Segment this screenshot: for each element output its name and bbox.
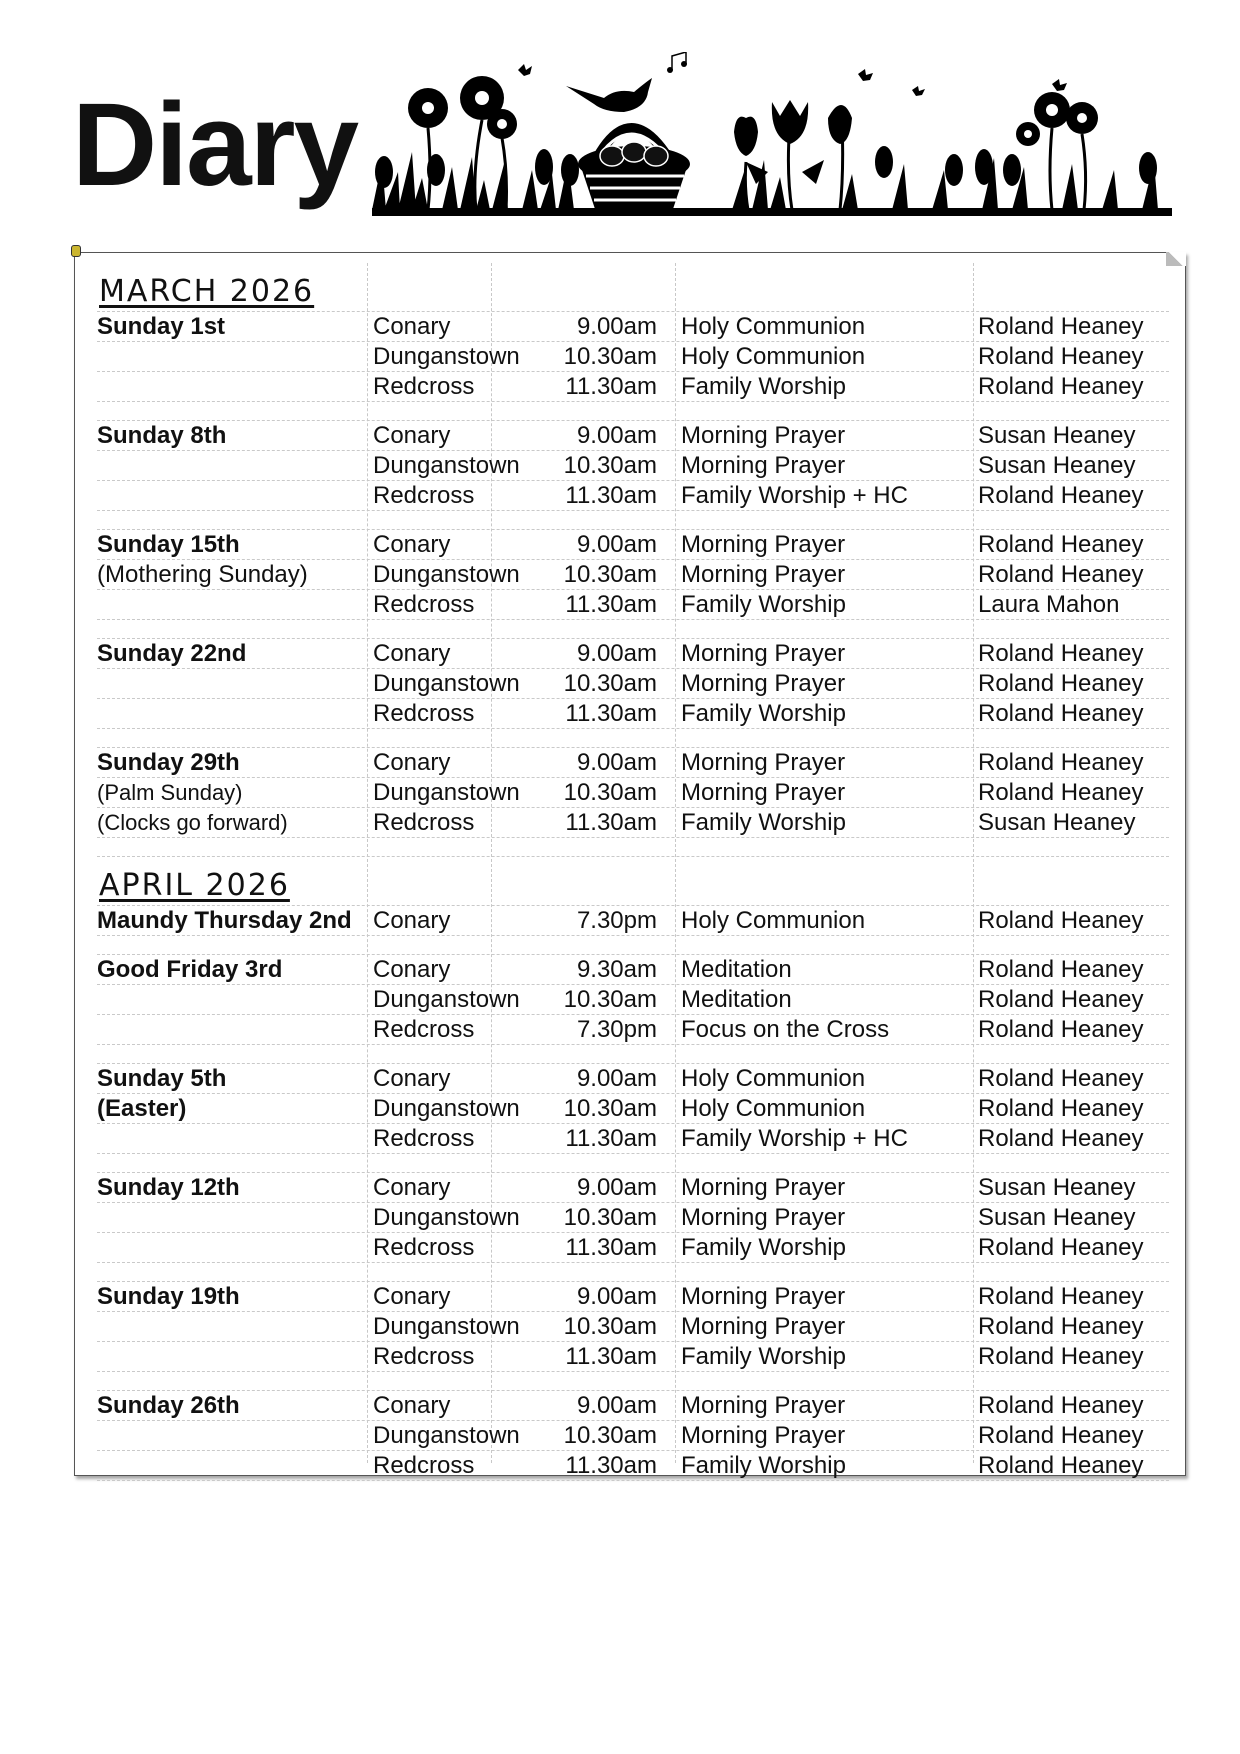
church-name: Redcross	[373, 482, 475, 509]
service-type: Morning Prayer	[681, 1204, 846, 1231]
service-row	[97, 590, 1169, 620]
service-leader: Laura Mahon	[978, 591, 1120, 618]
day-label: Sunday 19th	[97, 1283, 240, 1310]
service-leader: Roland Heaney	[978, 1234, 1144, 1261]
service-leader: Roland Heaney	[978, 313, 1144, 340]
service-time: 9.00am	[576, 313, 657, 340]
service-time: 9.30am	[576, 956, 657, 983]
service-time: 9.00am	[576, 1392, 657, 1419]
day-label: Sunday 5th	[97, 1065, 227, 1092]
church-name: Conary	[373, 1174, 451, 1201]
group-spacer	[97, 1263, 1169, 1282]
church-name: Conary	[373, 1392, 451, 1419]
day-label: Sunday 1st	[97, 313, 226, 340]
page-title: Diary	[72, 79, 358, 211]
month-heading-row	[97, 263, 1169, 312]
group-spacer	[97, 1045, 1169, 1064]
service-leader: Roland Heaney	[978, 531, 1144, 558]
service-time: 9.00am	[576, 531, 657, 558]
service-type: Family Worship	[681, 373, 846, 400]
service-leader: Roland Heaney	[978, 779, 1144, 806]
service-row	[97, 906, 1169, 936]
church-name: Dunganstown	[373, 561, 520, 588]
service-leader: Roland Heaney	[978, 1065, 1144, 1092]
service-time: 11.30am	[565, 1452, 657, 1479]
service-row	[97, 778, 1169, 808]
month-heading-row	[97, 857, 1169, 906]
service-row	[97, 421, 1169, 451]
month-heading: APRIL 2026	[99, 868, 290, 903]
service-row	[97, 1421, 1169, 1451]
service-type: Morning Prayer	[681, 452, 846, 479]
service-leader: Roland Heaney	[978, 482, 1144, 509]
service-leader: Susan Heaney	[978, 1204, 1136, 1231]
service-type: Family Worship	[681, 700, 846, 727]
church-name: Redcross	[373, 373, 475, 400]
service-type: Morning Prayer	[681, 1422, 846, 1449]
service-type: Holy Communion	[681, 1095, 866, 1122]
church-name: Redcross	[373, 1343, 475, 1370]
service-row	[97, 481, 1169, 511]
service-leader: Roland Heaney	[978, 986, 1144, 1013]
service-type: Focus on the Cross	[681, 1016, 890, 1043]
service-leader: Roland Heaney	[978, 640, 1144, 667]
service-row	[97, 1233, 1169, 1263]
group-spacer	[97, 936, 1169, 955]
day-label: Sunday 22nd	[97, 640, 247, 667]
service-time: 9.00am	[576, 1283, 657, 1310]
service-type: Holy Communion	[681, 1065, 866, 1092]
service-row	[97, 1312, 1169, 1342]
church-name: Conary	[373, 749, 451, 776]
service-leader: Susan Heaney	[978, 809, 1136, 836]
service-type: Morning Prayer	[681, 779, 846, 806]
service-time: 11.30am	[565, 809, 657, 836]
service-type: Family Worship	[681, 1343, 846, 1370]
service-leader: Roland Heaney	[978, 670, 1144, 697]
day-label: Maundy Thursday 2nd	[97, 907, 352, 934]
service-time: 9.00am	[576, 422, 657, 449]
service-type: Holy Communion	[681, 907, 866, 934]
service-row	[97, 1064, 1169, 1094]
service-time: 10.30am	[563, 343, 657, 370]
pin-icon	[71, 245, 81, 257]
church-name: Redcross	[373, 700, 475, 727]
group-spacer	[97, 511, 1169, 530]
diary-panel	[74, 252, 1186, 1479]
service-type: Morning Prayer	[681, 1392, 846, 1419]
service-leader: Roland Heaney	[978, 956, 1144, 983]
service-type: Holy Communion	[681, 313, 866, 340]
service-type: Morning Prayer	[681, 640, 846, 667]
folded-corner	[1166, 252, 1186, 266]
service-time: 9.00am	[576, 1174, 657, 1201]
service-type: Morning Prayer	[681, 1283, 846, 1310]
service-row	[97, 1282, 1169, 1312]
service-time: 11.30am	[565, 373, 657, 400]
service-time: 9.00am	[576, 1065, 657, 1092]
day-label: (Palm Sunday)	[97, 780, 243, 805]
service-leader: Susan Heaney	[978, 452, 1136, 479]
service-leader: Roland Heaney	[978, 561, 1144, 588]
service-time: 11.30am	[565, 1234, 657, 1261]
church-name: Dunganstown	[373, 779, 520, 806]
church-name: Conary	[373, 907, 451, 934]
church-name: Conary	[373, 313, 451, 340]
church-name: Conary	[373, 531, 451, 558]
church-name: Redcross	[373, 1452, 475, 1479]
service-time: 10.30am	[563, 561, 657, 588]
group-spacer	[97, 402, 1169, 421]
service-leader: Roland Heaney	[978, 1422, 1144, 1449]
service-type: Family Worship	[681, 1452, 846, 1479]
section-spacer	[97, 838, 1169, 857]
service-time: 10.30am	[563, 670, 657, 697]
day-label: Sunday 15th	[97, 531, 240, 558]
service-time: 9.00am	[576, 749, 657, 776]
service-type: Family Worship + HC	[681, 482, 908, 509]
service-time: 11.30am	[565, 1125, 657, 1152]
church-name: Redcross	[373, 591, 475, 618]
service-type: Family Worship + HC	[681, 1125, 908, 1152]
service-time: 7.30pm	[576, 907, 657, 934]
service-time: 11.30am	[565, 591, 657, 618]
service-leader: Roland Heaney	[978, 343, 1144, 370]
church-name: Conary	[373, 956, 451, 983]
service-leader: Roland Heaney	[978, 700, 1144, 727]
service-row	[97, 342, 1169, 372]
service-type: Morning Prayer	[681, 1313, 846, 1340]
service-row	[97, 530, 1169, 560]
service-row	[97, 1451, 1169, 1481]
service-row	[97, 312, 1169, 342]
service-time: 7.30pm	[576, 1016, 657, 1043]
service-leader: Susan Heaney	[978, 1174, 1136, 1201]
service-row	[97, 639, 1169, 669]
service-leader: Roland Heaney	[978, 1016, 1144, 1043]
group-spacer	[97, 729, 1169, 748]
service-type: Morning Prayer	[681, 561, 846, 588]
service-type: Family Worship	[681, 1234, 846, 1261]
service-row	[97, 699, 1169, 729]
service-leader: Roland Heaney	[978, 1313, 1144, 1340]
group-spacer	[97, 1372, 1169, 1391]
service-leader: Roland Heaney	[978, 907, 1144, 934]
church-name: Conary	[373, 422, 451, 449]
church-name: Dunganstown	[373, 670, 520, 697]
church-name: Dunganstown	[373, 452, 520, 479]
service-row	[97, 1094, 1169, 1124]
month-heading: MARCH 2026	[99, 274, 315, 309]
service-time: 10.30am	[563, 1095, 657, 1122]
church-name: Dunganstown	[373, 1422, 520, 1449]
church-name: Conary	[373, 640, 451, 667]
service-time: 10.30am	[563, 452, 657, 479]
service-time: 10.30am	[563, 986, 657, 1013]
service-time: 11.30am	[565, 1343, 657, 1370]
church-name: Conary	[373, 1065, 451, 1092]
service-type: Family Worship	[681, 809, 846, 836]
service-time: 9.00am	[576, 640, 657, 667]
service-row	[97, 372, 1169, 402]
service-row	[97, 955, 1169, 985]
service-leader: Roland Heaney	[978, 1452, 1144, 1479]
service-row	[97, 451, 1169, 481]
service-row	[97, 985, 1169, 1015]
service-time: 11.30am	[565, 700, 657, 727]
day-label: Sunday 8th	[97, 422, 227, 449]
service-row	[97, 560, 1169, 590]
day-label: (Clocks go forward)	[97, 810, 288, 835]
church-name: Dunganstown	[373, 343, 520, 370]
day-label: Good Friday 3rd	[97, 956, 283, 983]
service-row	[97, 808, 1169, 838]
service-row	[97, 1173, 1169, 1203]
diary-table	[97, 263, 1169, 1481]
church-name: Conary	[373, 1283, 451, 1310]
service-leader: Roland Heaney	[978, 1283, 1144, 1310]
group-spacer	[97, 1154, 1169, 1173]
service-type: Morning Prayer	[681, 1174, 846, 1201]
service-row	[97, 669, 1169, 699]
service-row	[97, 1391, 1169, 1421]
service-row	[97, 1015, 1169, 1045]
day-label: (Easter)	[97, 1095, 187, 1122]
service-leader: Roland Heaney	[978, 373, 1144, 400]
church-name: Dunganstown	[373, 1095, 520, 1122]
church-name: Redcross	[373, 1234, 475, 1261]
service-time: 11.30am	[565, 482, 657, 509]
day-label: Sunday 12th	[97, 1174, 240, 1201]
service-row	[97, 748, 1169, 778]
service-type: Meditation	[681, 956, 792, 983]
service-leader: Roland Heaney	[978, 1125, 1144, 1152]
service-type: Morning Prayer	[681, 749, 846, 776]
service-time: 10.30am	[563, 779, 657, 806]
service-time: 10.30am	[563, 1422, 657, 1449]
group-spacer	[97, 620, 1169, 639]
service-leader: Roland Heaney	[978, 1095, 1144, 1122]
day-label: (Mothering Sunday)	[97, 561, 308, 588]
service-type: Morning Prayer	[681, 670, 846, 697]
service-type: Family Worship	[681, 591, 846, 618]
church-name: Dunganstown	[373, 1313, 520, 1340]
service-leader: Roland Heaney	[978, 1343, 1144, 1370]
service-type: Morning Prayer	[681, 422, 846, 449]
church-name: Redcross	[373, 1016, 475, 1043]
service-row	[97, 1124, 1169, 1154]
church-name: Dunganstown	[373, 1204, 520, 1231]
service-time: 10.30am	[563, 1204, 657, 1231]
service-type: Meditation	[681, 986, 792, 1013]
church-name: Dunganstown	[373, 986, 520, 1013]
service-row	[97, 1342, 1169, 1372]
church-name: Redcross	[373, 1125, 475, 1152]
service-type: Morning Prayer	[681, 531, 846, 558]
service-leader: Roland Heaney	[978, 1392, 1144, 1419]
easter-garden-illustration	[372, 52, 1172, 222]
service-leader: Susan Heaney	[978, 422, 1136, 449]
church-name: Redcross	[373, 809, 475, 836]
day-label: Sunday 26th	[97, 1392, 240, 1419]
service-type: Holy Communion	[681, 343, 866, 370]
service-leader: Roland Heaney	[978, 749, 1144, 776]
service-row	[97, 1203, 1169, 1233]
service-time: 10.30am	[563, 1313, 657, 1340]
day-label: Sunday 29th	[97, 749, 240, 776]
